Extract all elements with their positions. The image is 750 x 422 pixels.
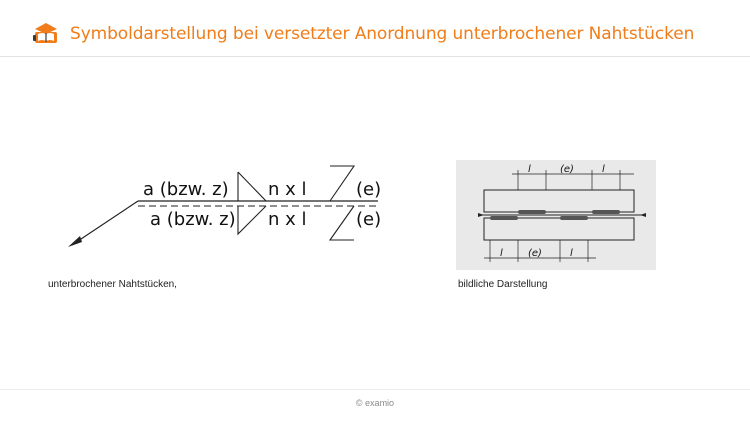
top-dim-l2: l <box>602 164 605 175</box>
upper-spacing-text: (e) <box>356 179 382 200</box>
header <box>0 0 750 56</box>
fillet-weld-upper-icon <box>238 172 266 201</box>
lower-count-text: n x l <box>268 209 307 230</box>
fillet-weld-lower-icon <box>238 206 266 234</box>
page-title: Symboldarstellung bei versetzter Anordnung unterbrochener Nahtstücken <box>70 24 695 44</box>
top-dim-e: (e) <box>560 164 574 175</box>
stagger-symbol-lower-icon <box>330 206 354 240</box>
arrow-line <box>72 201 138 245</box>
weld-symbol-diagram <box>60 150 400 260</box>
lower-throat-text: a (bzw. z) <box>150 209 236 230</box>
book-logo-icon <box>32 20 60 46</box>
footer-divider <box>0 389 750 390</box>
header-divider <box>0 56 750 57</box>
upper-count-text: n x l <box>268 179 307 200</box>
weld-drawing-image <box>456 160 656 270</box>
staggered-weld-drawing <box>456 160 656 270</box>
stagger-symbol-upper-icon <box>330 166 354 201</box>
bottom-dim-l1: l <box>500 248 503 259</box>
top-dim-l1: l <box>528 164 531 175</box>
arrow-head-icon <box>68 236 82 247</box>
lower-spacing-text: (e) <box>356 209 382 230</box>
right-caption: bildliche Darstellung <box>458 279 548 290</box>
footer-copyright: © examio <box>355 398 395 408</box>
bottom-dim-e: (e) <box>528 248 542 259</box>
left-caption: unterbrochener Nahtstücken, <box>48 279 177 290</box>
upper-throat-text: a (bzw. z) <box>143 179 229 200</box>
bottom-dim-l2: l <box>570 248 573 259</box>
